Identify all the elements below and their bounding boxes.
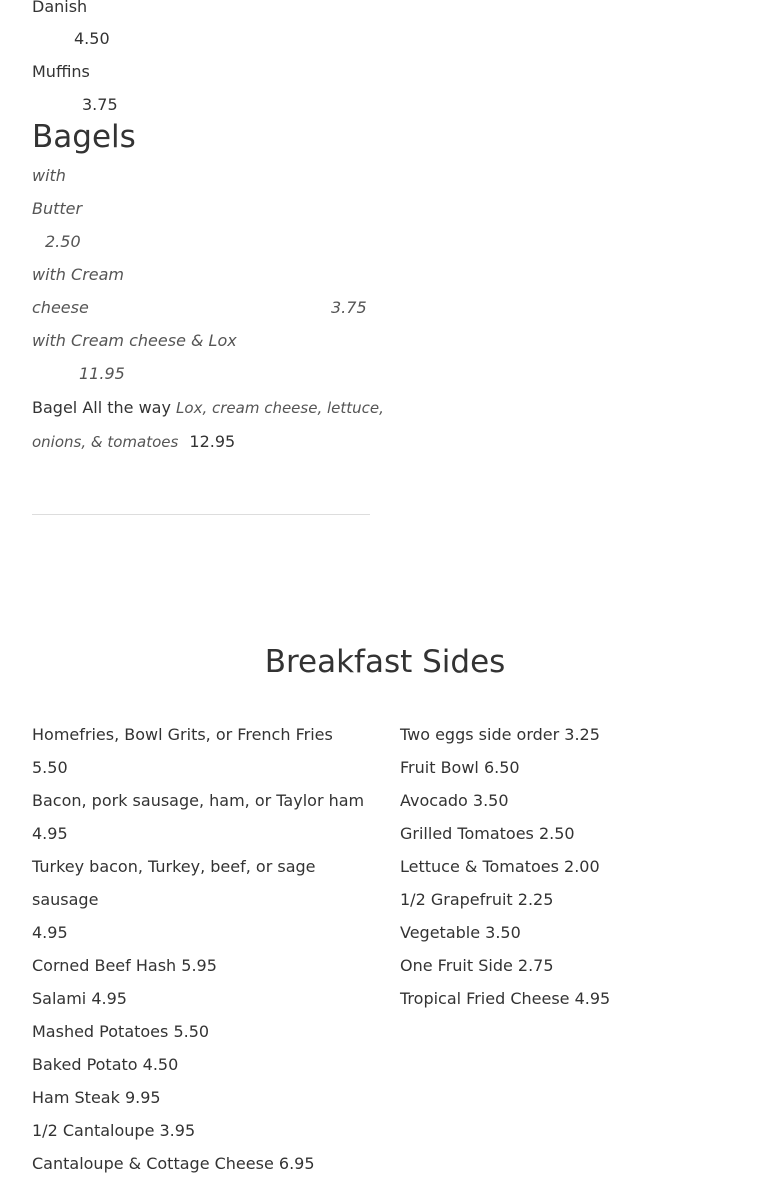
list-item: Fruit Bowl 6.50: [400, 758, 520, 777]
list-item: Ham Steak 9.95: [32, 1088, 161, 1107]
danish-name: Danish: [32, 0, 88, 16]
breakfast-sides-heading: Breakfast Sides: [264, 644, 506, 680]
section-divider: [32, 514, 370, 515]
list-item: Grilled Tomatoes 2.50: [400, 824, 575, 843]
bagel-lox-name: with Cream cheese & Lox: [32, 331, 237, 350]
list-item: Cantaloupe & Cottage Cheese 6.95: [32, 1154, 315, 1173]
bagel-cream-cheese-price: 3.75: [331, 298, 367, 317]
muffins-price: 3.75: [82, 95, 118, 114]
list-item: Two eggs side order 3.25: [400, 725, 600, 744]
bagel-all-the-way-row: [32, 398, 384, 418]
list-item: Homefries, Bowl Grits, or French Fries 5.50: [32, 725, 333, 777]
list-item: Turkey bacon, Turkey, beef, or sage sausage: [32, 857, 316, 909]
list-item: 4.95: [32, 824, 68, 843]
list-item: Vegetable 3.50: [400, 923, 521, 942]
list-item: 4.95: [32, 923, 68, 942]
bagel-lox-price: 11.95: [79, 364, 125, 383]
bagel-butter-price: 2.50: [45, 232, 81, 251]
list-item: Avocado 3.50: [400, 791, 509, 810]
list-item: Corned Beef Hash 5.95: [32, 956, 217, 975]
bagel-all-the-way-name: Bagel All the way: [32, 398, 171, 417]
muffins-name: Muffins: [32, 62, 90, 81]
list-item: 1/2 Cantaloupe 3.95: [32, 1121, 196, 1140]
list-item: Lettuce & Tomatoes 2.00: [400, 857, 600, 876]
bagel-all-the-way-desc-line2: onions, & tomatoes: [32, 433, 179, 451]
bagel-butter-line1: with: [32, 166, 66, 185]
danish-price: 4.50: [74, 29, 110, 48]
breakfast-sides-left-list: [32, 718, 372, 1180]
list-item: One Fruit Side 2.75: [400, 956, 554, 975]
breakfast-sides-right-list: [400, 718, 740, 1015]
list-item: Salami 4.95: [32, 989, 127, 1008]
bagel-butter-line2: Butter: [32, 199, 83, 218]
bagel-all-the-way-price: 12.95: [189, 432, 236, 451]
list-item: 1/2 Grapefruit 2.25: [400, 890, 554, 909]
list-item: Baked Potato 4.50: [32, 1055, 179, 1074]
list-item: Mashed Potatoes 5.50: [32, 1022, 210, 1041]
list-item: Tropical Fried Cheese 4.95: [400, 989, 611, 1008]
bagels-heading: Bagels: [32, 119, 136, 155]
list-item: Bacon, pork sausage, ham, or Taylor ham: [32, 791, 365, 810]
bagel-all-the-way-row-2: [32, 432, 235, 452]
bagel-cream-cheese-line2: cheese: [32, 298, 89, 317]
bagel-all-the-way-desc-line1: Lox, cream cheese, lettuce,: [176, 399, 384, 417]
bagel-cream-cheese-line1: with Cream: [32, 265, 125, 284]
